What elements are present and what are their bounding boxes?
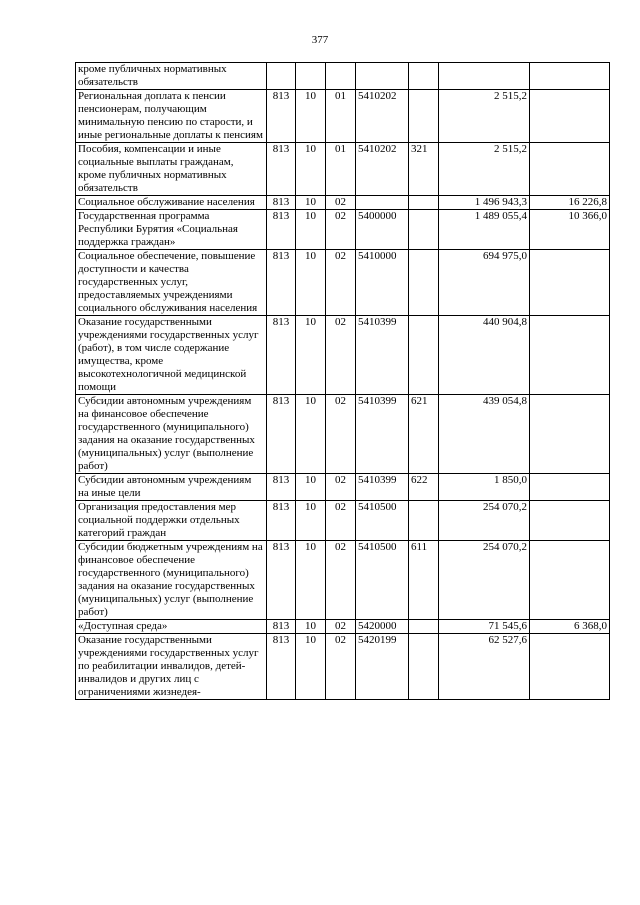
- row-section-cell: 10: [296, 634, 326, 700]
- row-amount-cell: 1 850,0: [439, 474, 530, 501]
- row-expense-type-cell: [409, 501, 439, 541]
- row-amount-cell: 1 489 055,4: [439, 210, 530, 250]
- row-extra-amount-cell: 10 366,0: [530, 210, 610, 250]
- table-row: [76, 474, 610, 501]
- row-extra-amount-cell: [530, 316, 610, 395]
- budget-table: [75, 62, 610, 700]
- row-name-cell: Социальное обслуживание населения: [76, 196, 267, 210]
- row-extra-amount-cell: [530, 541, 610, 620]
- row-section-cell: 10: [296, 210, 326, 250]
- row-extra-amount-cell: [530, 474, 610, 501]
- row-name-cell: Региональная доплата к пенсии пенсионерам, получающим минимальную пенсию по старости, и иные региональные доплаты к пенсиям: [76, 90, 267, 143]
- row-name-cell: Субсидии автономным учреждениям на финансовое обеспечение государственного (муниципального) задания на оказание государственных (муниципальных) услуг (выполнение работ): [76, 395, 267, 474]
- row-ved-cell: 813: [267, 620, 296, 634]
- row-target-article-cell: [356, 63, 409, 90]
- row-subsection-cell: 02: [326, 474, 356, 501]
- row-amount-cell: 254 070,2: [439, 541, 530, 620]
- row-section-cell: [296, 63, 326, 90]
- row-target-article-cell: [356, 196, 409, 210]
- row-extra-amount-cell: [530, 63, 610, 90]
- row-amount-cell: 440 904,8: [439, 316, 530, 395]
- row-target-article-cell: 5410399: [356, 395, 409, 474]
- row-extra-amount-cell: [530, 634, 610, 700]
- table-row: [76, 634, 610, 700]
- page-number: 377: [311, 34, 329, 46]
- row-extra-amount-cell: [530, 395, 610, 474]
- row-subsection-cell: 02: [326, 250, 356, 316]
- row-extra-amount-cell: [530, 90, 610, 143]
- row-section-cell: 10: [296, 501, 326, 541]
- row-amount-cell: 2 515,2: [439, 90, 530, 143]
- row-expense-type-cell: [409, 63, 439, 90]
- row-expense-type-cell: 621: [409, 395, 439, 474]
- row-name-cell: Социальное обеспечение, повышение доступности и качества государственных услуг, предоставляемых учреждениями социального обслуживания населения: [76, 250, 267, 316]
- row-ved-cell: 813: [267, 196, 296, 210]
- row-subsection-cell: 02: [326, 634, 356, 700]
- row-section-cell: 10: [296, 316, 326, 395]
- row-section-cell: 10: [296, 541, 326, 620]
- table-row: [76, 501, 610, 541]
- row-subsection-cell: 02: [326, 620, 356, 634]
- table-row: [76, 250, 610, 316]
- table-row: [76, 395, 610, 474]
- row-amount-cell: 439 054,8: [439, 395, 530, 474]
- row-target-article-cell: 5410202: [356, 143, 409, 196]
- row-name-cell: Организация предоставления мер социальной поддержки отдельных категорий граждан: [76, 501, 267, 541]
- table-row: [76, 541, 610, 620]
- row-ved-cell: 813: [267, 143, 296, 196]
- row-ved-cell: 813: [267, 501, 296, 541]
- row-name-cell: Оказание государственными учреждениями государственных услуг (работ), в том числе содержание имущества, кроме высокотехнологичной медицинской помощи: [76, 316, 267, 395]
- row-subsection-cell: 01: [326, 90, 356, 143]
- row-target-article-cell: 5400000: [356, 210, 409, 250]
- row-extra-amount-cell: 16 226,8: [530, 196, 610, 210]
- row-name-cell: кроме публичных нормативных обязательств: [76, 63, 267, 90]
- row-ved-cell: 813: [267, 541, 296, 620]
- row-subsection-cell: 02: [326, 196, 356, 210]
- row-ved-cell: 813: [267, 210, 296, 250]
- row-target-article-cell: 5410500: [356, 541, 409, 620]
- row-expense-type-cell: 321: [409, 143, 439, 196]
- row-name-cell: Государственная программа Республики Бурятия «Социальная поддержка граждан»: [76, 210, 267, 250]
- table-row: [76, 90, 610, 143]
- row-subsection-cell: 02: [326, 501, 356, 541]
- row-section-cell: 10: [296, 474, 326, 501]
- row-ved-cell: 813: [267, 316, 296, 395]
- row-target-article-cell: 5410399: [356, 316, 409, 395]
- row-subsection-cell: 02: [326, 316, 356, 395]
- row-target-article-cell: 5420199: [356, 634, 409, 700]
- row-expense-type-cell: [409, 250, 439, 316]
- table-row: [76, 143, 610, 196]
- row-section-cell: 10: [296, 620, 326, 634]
- row-section-cell: 10: [296, 90, 326, 143]
- row-expense-type-cell: [409, 196, 439, 210]
- row-name-cell: Субсидии бюджетным учреждениям на финансовое обеспечение государственного (муниципального) задания на оказание государственных (муниципальных) услуг (выполнение работ): [76, 541, 267, 620]
- row-amount-cell: [439, 63, 530, 90]
- row-target-article-cell: 5410202: [356, 90, 409, 143]
- row-expense-type-cell: 622: [409, 474, 439, 501]
- table-row: [76, 63, 610, 90]
- row-ved-cell: [267, 63, 296, 90]
- row-amount-cell: 2 515,2: [439, 143, 530, 196]
- row-target-article-cell: 5420000: [356, 620, 409, 634]
- table-row: [76, 196, 610, 210]
- row-target-article-cell: 5410000: [356, 250, 409, 316]
- row-amount-cell: 694 975,0: [439, 250, 530, 316]
- row-name-cell: Субсидии автономным учреждениям на иные цели: [76, 474, 267, 501]
- row-amount-cell: 1 496 943,3: [439, 196, 530, 210]
- row-section-cell: 10: [296, 143, 326, 196]
- row-expense-type-cell: [409, 620, 439, 634]
- row-subsection-cell: [326, 63, 356, 90]
- row-amount-cell: 254 070,2: [439, 501, 530, 541]
- row-ved-cell: 813: [267, 90, 296, 143]
- row-expense-type-cell: 611: [409, 541, 439, 620]
- row-section-cell: 10: [296, 196, 326, 210]
- row-expense-type-cell: [409, 634, 439, 700]
- row-subsection-cell: 01: [326, 143, 356, 196]
- row-expense-type-cell: [409, 210, 439, 250]
- row-name-cell: Оказание государственными учреждениями государственных услуг по реабилитации инвалидов, детей-инвалидов и других лиц с ограничениями жизнедея-: [76, 634, 267, 700]
- row-subsection-cell: 02: [326, 210, 356, 250]
- row-ved-cell: 813: [267, 250, 296, 316]
- row-subsection-cell: 02: [326, 541, 356, 620]
- row-subsection-cell: 02: [326, 395, 356, 474]
- row-expense-type-cell: [409, 316, 439, 395]
- row-amount-cell: 71 545,6: [439, 620, 530, 634]
- row-extra-amount-cell: [530, 501, 610, 541]
- table-row: [76, 210, 610, 250]
- row-name-cell: «Доступная среда»: [76, 620, 267, 634]
- row-extra-amount-cell: 6 368,0: [530, 620, 610, 634]
- row-section-cell: 10: [296, 395, 326, 474]
- row-ved-cell: 813: [267, 634, 296, 700]
- row-target-article-cell: 5410500: [356, 501, 409, 541]
- table-row: [76, 620, 610, 634]
- row-amount-cell: 62 527,6: [439, 634, 530, 700]
- row-extra-amount-cell: [530, 143, 610, 196]
- row-expense-type-cell: [409, 90, 439, 143]
- row-name-cell: Пособия, компенсации и иные социальные выплаты гражданам, кроме публичных нормативных обязательств: [76, 143, 267, 196]
- row-target-article-cell: 5410399: [356, 474, 409, 501]
- row-ved-cell: 813: [267, 474, 296, 501]
- row-extra-amount-cell: [530, 250, 610, 316]
- table-row: [76, 316, 610, 395]
- row-ved-cell: 813: [267, 395, 296, 474]
- row-section-cell: 10: [296, 250, 326, 316]
